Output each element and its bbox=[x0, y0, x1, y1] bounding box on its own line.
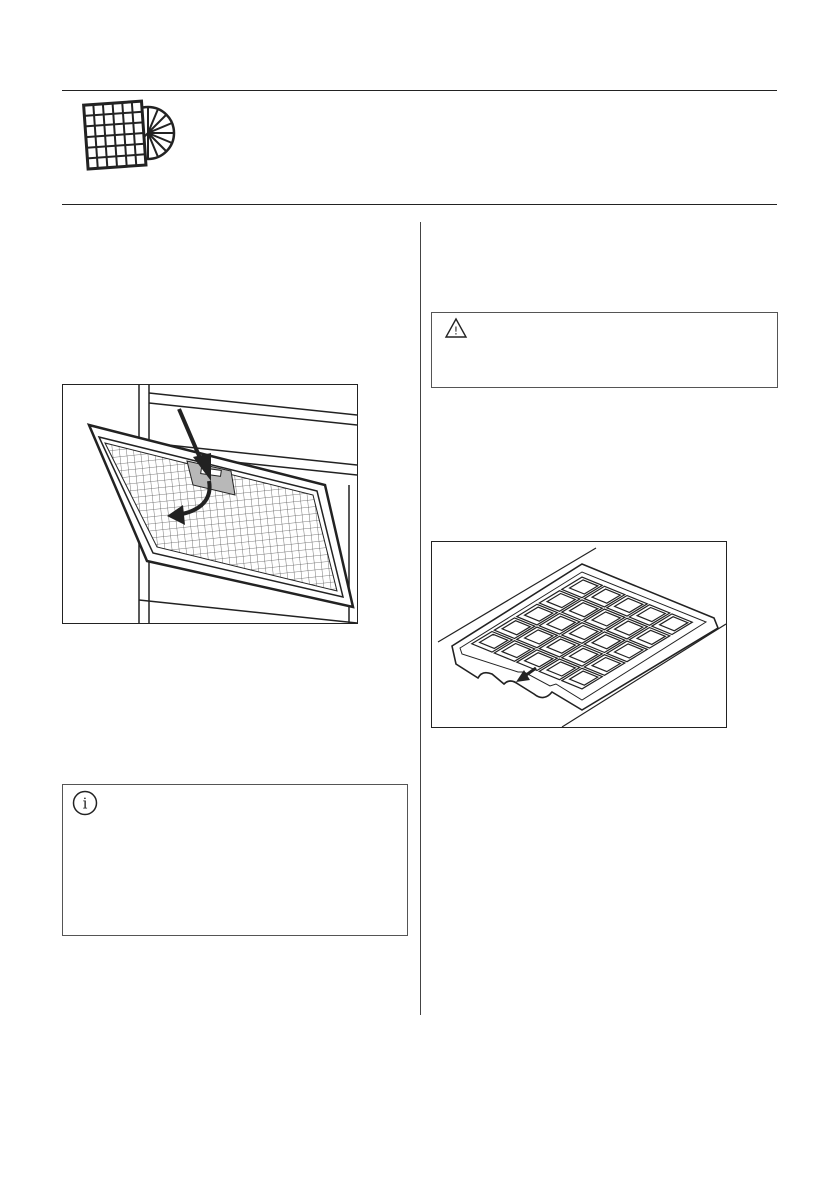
grease-filter-figure bbox=[62, 384, 358, 624]
svg-text:!: ! bbox=[453, 324, 459, 338]
header-bottom-rule bbox=[62, 204, 777, 205]
carbon-filter-figure bbox=[431, 541, 727, 728]
warning-icon bbox=[444, 317, 468, 344]
svg-text:i: i bbox=[82, 794, 88, 813]
column-divider bbox=[420, 222, 421, 1015]
info-icon bbox=[71, 789, 99, 822]
header-top-rule bbox=[62, 90, 777, 91]
filter-fan-icon bbox=[78, 97, 178, 177]
info-note-box bbox=[62, 784, 408, 936]
warning-note-box bbox=[431, 312, 778, 388]
